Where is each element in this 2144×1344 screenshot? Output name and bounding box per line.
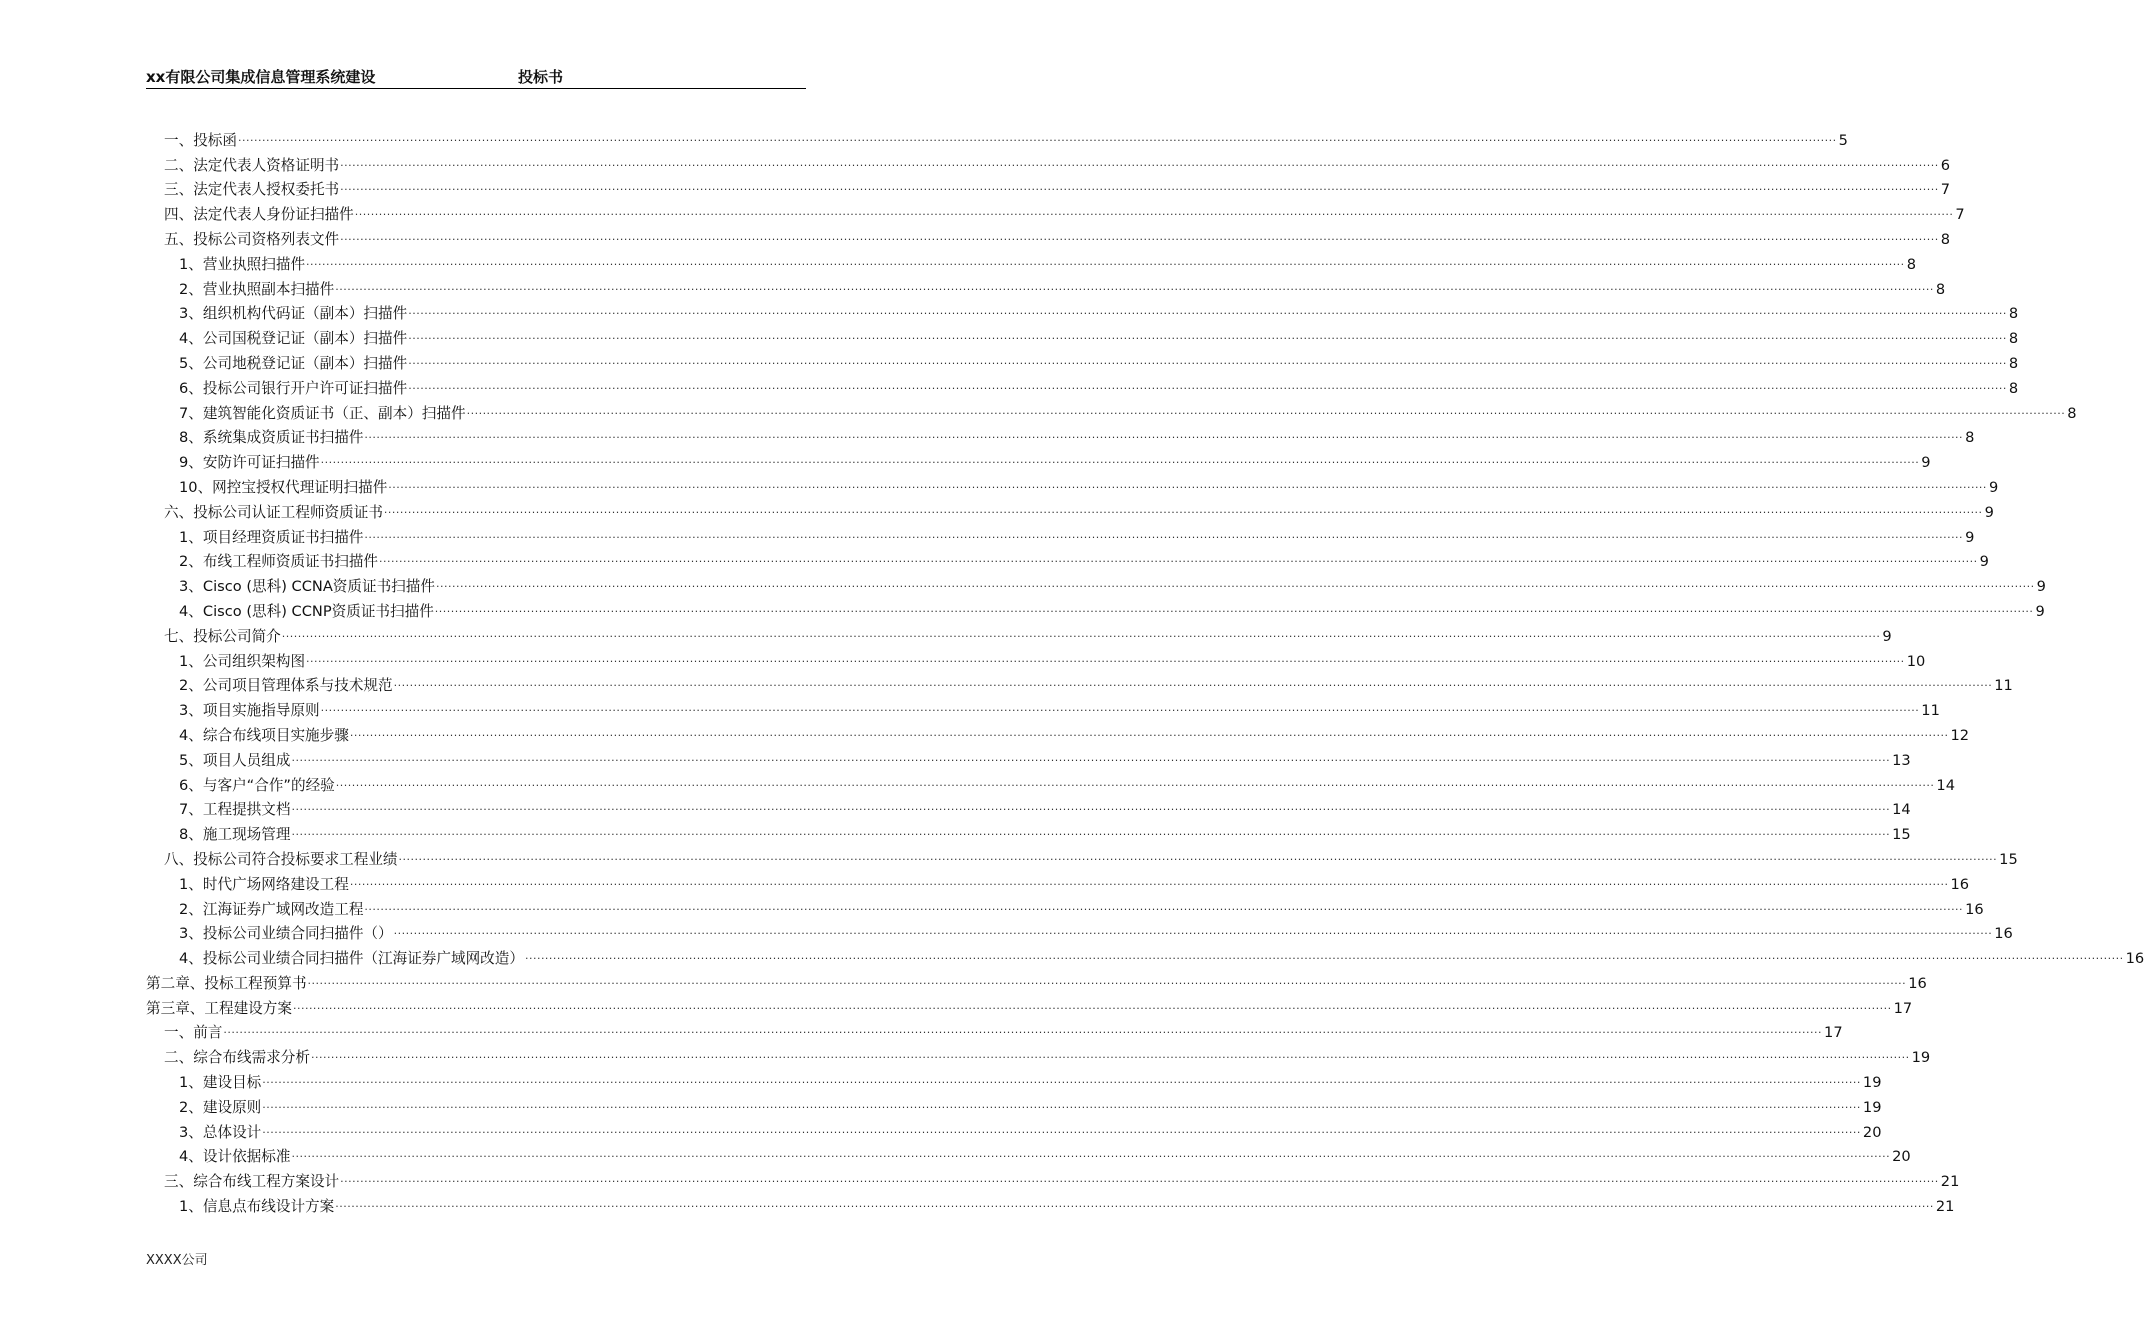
- toc-entry-title: 2、公司项目管理体系与技术规范: [179, 677, 393, 695]
- toc-entry-title: 2、江海证券广域网改造工程: [179, 900, 364, 918]
- toc-entry-title: 3、Cisco (思科) CCNA资质证书扫描件: [179, 578, 435, 596]
- toc-entry[interactable]: [146, 224, 1951, 249]
- toc-entry-title: 8、施工现场管理: [179, 826, 291, 844]
- toc-entry-page: 7: [1940, 181, 1951, 199]
- toc-entry-title: 10、网控宝授权代理证明扫描件: [179, 478, 388, 496]
- toc-leader-dots: ................................................................................................................................................................................................................................................................................................................................................................................................................: [291, 800, 1891, 814]
- toc-entry[interactable]: [146, 646, 1926, 671]
- toc-entry-title: 第二章、投标工程预算书: [146, 974, 307, 992]
- toc-entry-page: 12: [1950, 726, 1970, 744]
- toc-entry[interactable]: [146, 299, 2019, 324]
- toc-entry-title: 4、综合布线项目实施步骤: [179, 726, 349, 744]
- toc-entry-title: 3、投标公司业绩合同扫描件（）: [179, 925, 393, 943]
- toc-entry[interactable]: [146, 1092, 1882, 1117]
- toc-leader-dots: ................................................................................................................................................................................................................................................................................................................................................................................................................: [223, 1023, 1823, 1037]
- toc-leader-dots: ................................................................................................................................................................................................................................................................................................................................................................................................................: [335, 1197, 1934, 1211]
- toc-entry-title: 六、投标公司认证工程师资质证书: [164, 503, 383, 521]
- toc-entry-page: 8: [2008, 305, 2019, 323]
- toc-entry[interactable]: [146, 993, 1913, 1018]
- toc-entry-page: 11: [1994, 677, 2013, 695]
- toc-entry-page: 19: [1862, 1074, 1882, 1092]
- toc-entry[interactable]: [146, 596, 2045, 621]
- toc-entry[interactable]: [146, 348, 2019, 373]
- toc-entry[interactable]: [146, 1142, 1911, 1167]
- toc-leader-dots: ................................................................................................................................................................................................................................................................................................................................................................................................................: [349, 874, 1949, 888]
- toc-entry-title: 1、营业执照扫描件: [179, 255, 306, 273]
- table-of-contents: [146, 125, 2144, 1216]
- toc-leader-dots: ................................................................................................................................................................................................................................................................................................................................................................................................................: [364, 899, 1964, 913]
- toc-leader-dots: ................................................................................................................................................................................................................................................................................................................................................................................................................: [524, 949, 2124, 963]
- toc-entry[interactable]: [146, 547, 1989, 572]
- toc-entry-title: 一、投标函: [164, 131, 237, 149]
- toc-entry-title: 1、公司组织架构图: [179, 652, 306, 670]
- toc-leader-dots: ................................................................................................................................................................................................................................................................................................................................................................................................................: [354, 205, 1954, 219]
- toc-entry[interactable]: [146, 522, 1975, 547]
- toc-entry[interactable]: [146, 398, 2077, 423]
- toc-leader-dots: ................................................................................................................................................................................................................................................................................................................................................................................................................: [335, 279, 1934, 293]
- toc-entry-page: 5: [1838, 131, 1848, 149]
- toc-entry-title: 三、综合布线工程方案设计: [164, 1173, 340, 1191]
- toc-leader-dots: ................................................................................................................................................................................................................................................................................................................................................................................................................: [364, 428, 1964, 442]
- toc-entry-title: 2、营业执照副本扫描件: [179, 280, 335, 298]
- toc-entry[interactable]: [146, 720, 1970, 745]
- toc-entry-page: 8: [2067, 404, 2077, 422]
- toc-leader-dots: ................................................................................................................................................................................................................................................................................................................................................................................................................: [466, 403, 2066, 417]
- toc-entry[interactable]: [146, 844, 2018, 869]
- page-header: [146, 66, 806, 89]
- toc-entry-page: 15: [1892, 826, 1911, 844]
- toc-entry-page: 14: [1936, 776, 1955, 794]
- toc-entry-title: 4、公司国税登记证（副本）扫描件: [179, 330, 408, 348]
- toc-entry-page: 21: [1940, 1173, 1960, 1191]
- toc-leader-dots: ................................................................................................................................................................................................................................................................................................................................................................................................................: [310, 1048, 1910, 1062]
- toc-leader-dots: ................................................................................................................................................................................................................................................................................................................................................................................................................: [320, 701, 1920, 715]
- toc-leader-dots: ................................................................................................................................................................................................................................................................................................................................................................................................................: [262, 1097, 1861, 1111]
- toc-entry-page: 15: [1999, 850, 2018, 868]
- toc-entry-title: 9、安防许可证扫描件: [179, 454, 320, 472]
- toc-entry-title: 4、设计依据标准: [179, 1148, 291, 1166]
- toc-leader-dots: ................................................................................................................................................................................................................................................................................................................................................................................................................: [237, 130, 1837, 144]
- toc-entry-page: 9: [2036, 578, 2046, 596]
- toc-entry-page: 9: [1965, 528, 1975, 546]
- toc-entry-page: 9: [1921, 454, 1931, 472]
- toc-entry-title: 第三章、工程建设方案: [146, 999, 292, 1017]
- toc-entry-title: 3、总体设计: [179, 1123, 262, 1141]
- toc-entry[interactable]: [146, 1018, 1843, 1043]
- toc-entry-page: 9: [1988, 478, 1999, 496]
- toc-entry-page: 8: [2008, 379, 2019, 397]
- toc-leader-dots: ................................................................................................................................................................................................................................................................................................................................................................................................................: [340, 155, 1939, 169]
- toc-entry-title: 一、前言: [164, 1024, 223, 1042]
- toc-entry-page: 9: [1979, 553, 1989, 571]
- toc-entry[interactable]: [146, 1117, 1882, 1142]
- toc-entry-page: 21: [1935, 1198, 1955, 1216]
- toc-entry-page: 8: [1906, 255, 1916, 273]
- toc-entry[interactable]: [146, 819, 1911, 844]
- toc-entry-page: 9: [1984, 503, 1994, 521]
- toc-leader-dots: ................................................................................................................................................................................................................................................................................................................................................................................................................: [291, 750, 1891, 764]
- toc-entry[interactable]: [146, 323, 2019, 348]
- toc-entry-title: 七、投标公司简介: [164, 627, 281, 645]
- toc-entry[interactable]: [146, 447, 1931, 472]
- toc-entry[interactable]: [146, 1166, 1960, 1191]
- toc-entry[interactable]: [146, 274, 1946, 299]
- toc-leader-dots: ................................................................................................................................................................................................................................................................................................................................................................................................................: [340, 180, 1939, 194]
- toc-entry-page: 10: [1906, 652, 1926, 670]
- toc-entry-page: 17: [1824, 1024, 1843, 1042]
- toc-entry-page: 17: [1893, 999, 1913, 1017]
- toc-leader-dots: ................................................................................................................................................................................................................................................................................................................................................................................................................: [364, 527, 1964, 541]
- toc-entry[interactable]: [146, 497, 1994, 522]
- toc-entry-title: 四、法定代表人身份证扫描件: [164, 206, 354, 224]
- toc-entry-page: 14: [1892, 801, 1911, 819]
- toc-leader-dots: ................................................................................................................................................................................................................................................................................................................................................................................................................: [408, 329, 2007, 343]
- toc-entry[interactable]: [146, 968, 1927, 993]
- toc-entry[interactable]: [146, 175, 1951, 200]
- footer-company: XXXX公司: [146, 1253, 208, 1268]
- toc-entry[interactable]: [146, 695, 1940, 720]
- toc-leader-dots: ................................................................................................................................................................................................................................................................................................................................................................................................................: [379, 552, 1978, 566]
- toc-entry-title: 6、与客户“合作”的经验: [179, 776, 335, 794]
- toc-leader-dots: ................................................................................................................................................................................................................................................................................................................................................................................................................: [349, 725, 1949, 739]
- toc-entry[interactable]: [146, 571, 2046, 596]
- toc-leader-dots: ................................................................................................................................................................................................................................................................................................................................................................................................................: [306, 254, 1905, 268]
- toc-entry-title: 7、工程提拱文档: [179, 801, 291, 819]
- toc-entry-title: 二、综合布线需求分析: [164, 1049, 310, 1067]
- toc-entry[interactable]: [146, 894, 1984, 919]
- toc-entry[interactable]: [146, 150, 1951, 175]
- toc-leader-dots: ................................................................................................................................................................................................................................................................................................................................................................................................................: [291, 825, 1891, 839]
- toc-entry[interactable]: [146, 472, 1999, 497]
- toc-entry-title: 8、系统集成资质证书扫描件: [179, 429, 364, 447]
- toc-entry[interactable]: [146, 125, 1848, 150]
- toc-entry[interactable]: [146, 373, 2019, 398]
- toc-entry-title: 1、项目经理资质证书扫描件: [179, 528, 364, 546]
- toc-entry-page: 19: [1862, 1098, 1882, 1116]
- toc-entry[interactable]: [146, 770, 1955, 795]
- toc-leader-dots: ................................................................................................................................................................................................................................................................................................................................................................................................................: [320, 453, 1920, 467]
- toc-entry-title: 4、Cisco (思科) CCNP资质证书扫描件: [179, 602, 434, 620]
- toc-entry-page: 8: [1940, 230, 1951, 248]
- toc-entry-page: 7: [1955, 206, 1965, 224]
- toc-entry-title: 6、投标公司银行开户许可证扫描件: [179, 379, 408, 397]
- toc-entry-title: 八、投标公司符合投标要求工程业绩: [164, 850, 398, 868]
- toc-entry[interactable]: [146, 943, 2144, 968]
- toc-entry-page: 16: [1950, 875, 1970, 893]
- toc-leader-dots: ................................................................................................................................................................................................................................................................................................................................................................................................................: [307, 973, 1907, 987]
- toc-leader-dots: ................................................................................................................................................................................................................................................................................................................................................................................................................: [408, 353, 2007, 367]
- toc-leader-dots: ................................................................................................................................................................................................................................................................................................................................................................................................................: [408, 378, 2007, 392]
- toc-leader-dots: ................................................................................................................................................................................................................................................................................................................................................................................................................: [393, 676, 1993, 690]
- toc-entry-page: 8: [2008, 354, 2019, 372]
- toc-leader-dots: ................................................................................................................................................................................................................................................................................................................................................................................................................: [383, 502, 1983, 516]
- toc-leader-dots: ................................................................................................................................................................................................................................................................................................................................................................................................................: [393, 924, 1993, 938]
- toc-leader-dots: ................................................................................................................................................................................................................................................................................................................................................................................................................: [281, 626, 1881, 640]
- toc-entry-page: 16: [2125, 950, 2144, 968]
- toc-entry[interactable]: [146, 423, 1975, 448]
- toc-entry-title: 1、信息点布线设计方案: [179, 1198, 335, 1216]
- toc-entry-title: 5、公司地税登记证（副本）扫描件: [179, 354, 408, 372]
- toc-entry-page: 20: [1862, 1123, 1882, 1141]
- toc-entry[interactable]: [146, 621, 1892, 646]
- toc-entry-title: 7、建筑智能化资质证书（正、副本）扫描件: [179, 404, 466, 422]
- toc-entry-page: 13: [1892, 751, 1911, 769]
- toc-entry[interactable]: [146, 671, 2013, 696]
- toc-entry[interactable]: [146, 869, 1970, 894]
- toc-entry-page: 16: [1994, 925, 2013, 943]
- toc-entry-page: 11: [1921, 702, 1940, 720]
- toc-leader-dots: ................................................................................................................................................................................................................................................................................................................................................................................................................: [262, 1122, 1861, 1136]
- toc-entry-page: 16: [1965, 900, 1984, 918]
- toc-leader-dots: ................................................................................................................................................................................................................................................................................................................................................................................................................: [340, 229, 1939, 243]
- toc-leader-dots: ................................................................................................................................................................................................................................................................................................................................................................................................................: [262, 1073, 1861, 1087]
- toc-entry-page: 9: [2035, 602, 2045, 620]
- toc-leader-dots: ................................................................................................................................................................................................................................................................................................................................................................................................................: [335, 775, 1935, 789]
- toc-entry[interactable]: [146, 199, 1965, 224]
- toc-entry-page: 8: [2008, 330, 2019, 348]
- toc-entry-title: 5、项目人员组成: [179, 751, 291, 769]
- toc-entry[interactable]: [146, 1067, 1882, 1092]
- header-title: xx有限公司集成信息管理系统建设: [146, 68, 376, 86]
- toc-entry[interactable]: [146, 1191, 1955, 1216]
- toc-entry-page: 16: [1908, 974, 1927, 992]
- header-doc-type: 投标书: [518, 68, 564, 86]
- toc-entry[interactable]: [146, 795, 1911, 820]
- toc-entry[interactable]: [146, 1042, 1931, 1067]
- toc-leader-dots: ................................................................................................................................................................................................................................................................................................................................................................................................................: [291, 1147, 1891, 1161]
- toc-leader-dots: ................................................................................................................................................................................................................................................................................................................................................................................................................: [435, 577, 2035, 591]
- toc-entry-title: 3、项目实施指导原则: [179, 702, 320, 720]
- toc-entry-page: 20: [1892, 1148, 1911, 1166]
- toc-entry-page: 8: [1965, 429, 1975, 447]
- toc-entry-title: 4、投标公司业绩合同扫描件（江海证券广域网改造）: [179, 950, 524, 968]
- toc-entry-title: 1、建设目标: [179, 1074, 262, 1092]
- toc-leader-dots: ................................................................................................................................................................................................................................................................................................................................................................................................................: [292, 998, 1892, 1012]
- toc-entry-title: 2、布线工程师资质证书扫描件: [179, 553, 379, 571]
- toc-entry[interactable]: [146, 745, 1911, 770]
- toc-leader-dots: ................................................................................................................................................................................................................................................................................................................................................................................................................: [388, 477, 1987, 491]
- toc-entry-page: 6: [1940, 156, 1951, 174]
- toc-entry-title: 3、组织机构代码证（副本）扫描件: [179, 305, 408, 323]
- toc-entry-page: 19: [1911, 1049, 1931, 1067]
- toc-leader-dots: ................................................................................................................................................................................................................................................................................................................................................................................................................: [398, 849, 1998, 863]
- toc-entry-page: 8: [1935, 280, 1946, 298]
- toc-entry-title: 五、投标公司资格列表文件: [164, 230, 340, 248]
- toc-entry-title: 2、建设原则: [179, 1098, 262, 1116]
- toc-entry-page: 9: [1882, 627, 1892, 645]
- toc-entry-title: 1、时代广场网络建设工程: [179, 875, 349, 893]
- toc-entry-title: 三、法定代表人授权委托书: [164, 181, 340, 199]
- toc-entry[interactable]: [146, 919, 2013, 944]
- toc-entry[interactable]: [146, 249, 1916, 274]
- toc-leader-dots: ................................................................................................................................................................................................................................................................................................................................................................................................................: [408, 304, 2007, 318]
- toc-leader-dots: ................................................................................................................................................................................................................................................................................................................................................................................................................: [340, 1172, 1939, 1186]
- toc-leader-dots: ................................................................................................................................................................................................................................................................................................................................................................................................................: [434, 601, 2034, 615]
- toc-entry-title: 二、法定代表人资格证明书: [164, 156, 340, 174]
- toc-leader-dots: ................................................................................................................................................................................................................................................................................................................................................................................................................: [306, 651, 1905, 665]
